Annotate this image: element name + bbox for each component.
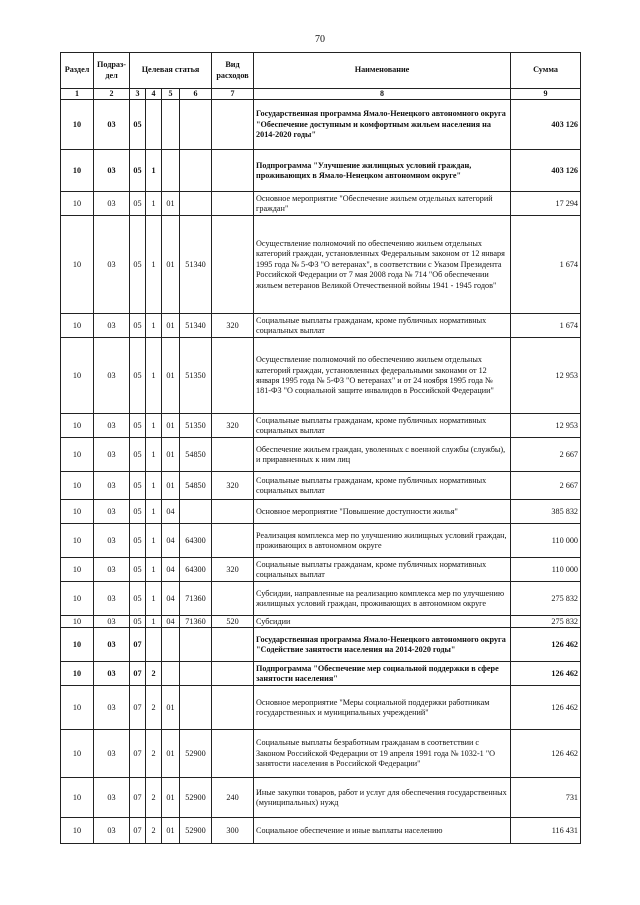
cell-sum: 126 462 (511, 628, 581, 662)
col-num: 8 (254, 89, 511, 100)
col-num: 5 (162, 89, 180, 100)
cell-program: 05 (130, 150, 146, 192)
cell-subsection: 03 (94, 628, 130, 662)
cell-section: 10 (61, 616, 94, 628)
cell-event: 01 (162, 778, 180, 818)
cell-event: 01 (162, 414, 180, 438)
cell-event: 01 (162, 730, 180, 778)
cell-expense-type (212, 216, 254, 314)
cell-name: Основное мероприятие "Обеспечение жильем отдельных категорий граждан" (254, 192, 511, 216)
page-number: 70 (315, 34, 325, 45)
table-row (61, 818, 581, 844)
cell-direction: 71360 (180, 616, 212, 628)
cell-event (162, 150, 180, 192)
header-sum: Сумма (511, 53, 581, 89)
cell-expense-type (212, 730, 254, 778)
cell-subprogram: 1 (146, 216, 162, 314)
cell-program: 07 (130, 730, 146, 778)
cell-direction: 54850 (180, 438, 212, 472)
table-row (61, 686, 581, 730)
cell-program: 05 (130, 192, 146, 216)
cell-name: Подпрограмма "Обеспечение мер социальной поддержки в сфере занятости населения" (254, 662, 511, 686)
cell-program: 05 (130, 338, 146, 414)
table-row (61, 730, 581, 778)
cell-sum: 12 953 (511, 414, 581, 438)
col-num: 4 (146, 89, 162, 100)
cell-expense-type: 320 (212, 414, 254, 438)
cell-name: Социальные выплаты гражданам, кроме публичных нормативных социальных выплат (254, 414, 511, 438)
cell-name: Социальные выплаты гражданам, кроме публичных нормативных социальных выплат (254, 314, 511, 338)
cell-subsection: 03 (94, 582, 130, 616)
table-row (61, 662, 581, 686)
cell-sum: 731 (511, 778, 581, 818)
cell-expense-type: 300 (212, 818, 254, 844)
header-row (61, 53, 581, 89)
cell-program: 05 (130, 500, 146, 524)
cell-section: 10 (61, 730, 94, 778)
cell-section: 10 (61, 438, 94, 472)
cell-program: 05 (130, 314, 146, 338)
cell-program: 05 (130, 472, 146, 500)
cell-name: Социальные выплаты гражданам, кроме публичных нормативных социальных выплат (254, 558, 511, 582)
cell-event (162, 100, 180, 150)
cell-subsection: 03 (94, 662, 130, 686)
col-num: 1 (61, 89, 94, 100)
cell-event: 04 (162, 524, 180, 558)
header-expense-type: Вид расходов (212, 53, 254, 89)
table-row (61, 192, 581, 216)
cell-subprogram: 2 (146, 662, 162, 686)
table-row (61, 150, 581, 192)
cell-subprogram: 1 (146, 150, 162, 192)
cell-sum: 2 667 (511, 472, 581, 500)
cell-subsection: 03 (94, 414, 130, 438)
budget-table (60, 52, 581, 844)
cell-subprogram: 2 (146, 730, 162, 778)
cell-expense-type: 320 (212, 558, 254, 582)
cell-section: 10 (61, 524, 94, 558)
cell-direction: 52900 (180, 818, 212, 844)
cell-expense-type: 320 (212, 472, 254, 500)
cell-section: 10 (61, 818, 94, 844)
cell-program: 05 (130, 582, 146, 616)
cell-section: 10 (61, 150, 94, 192)
cell-event: 01 (162, 314, 180, 338)
cell-subprogram: 1 (146, 338, 162, 414)
cell-section: 10 (61, 558, 94, 582)
cell-section: 10 (61, 192, 94, 216)
table-row (61, 558, 581, 582)
cell-name: Основное мероприятие "Меры социальной поддержки работникам государственных и муниципальных учреждений" (254, 686, 511, 730)
col-num: 2 (94, 89, 130, 100)
table-row (61, 414, 581, 438)
cell-program: 07 (130, 778, 146, 818)
cell-event: 01 (162, 338, 180, 414)
cell-event: 04 (162, 558, 180, 582)
cell-program: 05 (130, 100, 146, 150)
cell-sum: 126 462 (511, 686, 581, 730)
cell-subprogram: 1 (146, 314, 162, 338)
cell-event: 01 (162, 472, 180, 500)
cell-expense-type: 520 (212, 616, 254, 628)
col-num: 6 (180, 89, 212, 100)
cell-expense-type (212, 100, 254, 150)
cell-direction (180, 100, 212, 150)
cell-sum: 1 674 (511, 216, 581, 314)
cell-section: 10 (61, 314, 94, 338)
cell-expense-type (212, 338, 254, 414)
cell-name: Осуществление полномочий по обеспечению жильем отдельных категорий граждан, установленных Федеральным законом от 12 января 1995 года № 5-ФЗ "О ветеранах", в соответствии с Указом Президента Российской Федерации от 7 мая 2008 года № 714 "Об обеспечении жильем ветеранов Великой Отечественной войны 1941 - 1945 годов" (254, 216, 511, 314)
cell-name: Социальное обеспечение и иные выплаты населению (254, 818, 511, 844)
cell-name: Государственная программа Ямало-Ненецкого автономного округа "Обеспечение доступным и комфортным жильем населения на 2014-2020 годы" (254, 100, 511, 150)
cell-name: Социальные выплаты безработным гражданам в соответствии с Законом Российской Федерации от 19 апреля 1991 года № 1032-1 "О занятости населения в Российской Федерации" (254, 730, 511, 778)
cell-direction: 64300 (180, 524, 212, 558)
table-row (61, 100, 581, 150)
cell-expense-type (212, 150, 254, 192)
cell-subprogram: 1 (146, 192, 162, 216)
cell-section: 10 (61, 216, 94, 314)
cell-sum: 116 431 (511, 818, 581, 844)
cell-subsection: 03 (94, 100, 130, 150)
col-num: 9 (511, 89, 581, 100)
cell-direction: 51340 (180, 216, 212, 314)
cell-name: Реализация комплекса мер по улучшению жилищных условий граждан, проживающих в автономном округе (254, 524, 511, 558)
table-row (61, 524, 581, 558)
cell-subsection: 03 (94, 150, 130, 192)
cell-subsection: 03 (94, 524, 130, 558)
cell-event: 01 (162, 686, 180, 730)
cell-section: 10 (61, 778, 94, 818)
cell-event: 01 (162, 818, 180, 844)
cell-expense-type: 320 (212, 314, 254, 338)
cell-event: 04 (162, 582, 180, 616)
cell-subprogram (146, 628, 162, 662)
cell-direction (180, 686, 212, 730)
cell-sum: 275 832 (511, 582, 581, 616)
cell-expense-type: 240 (212, 778, 254, 818)
cell-event (162, 628, 180, 662)
cell-subsection: 03 (94, 686, 130, 730)
cell-sum: 110 000 (511, 558, 581, 582)
cell-subsection: 03 (94, 338, 130, 414)
header-target: Целевая статья (130, 53, 212, 89)
cell-subprogram (146, 100, 162, 150)
cell-direction (180, 192, 212, 216)
cell-event: 01 (162, 192, 180, 216)
cell-section: 10 (61, 100, 94, 150)
cell-subprogram: 2 (146, 778, 162, 818)
cell-subprogram: 1 (146, 558, 162, 582)
cell-name: Субсидии (254, 616, 511, 628)
cell-section: 10 (61, 662, 94, 686)
cell-sum: 275 832 (511, 616, 581, 628)
cell-program: 05 (130, 438, 146, 472)
cell-name: Государственная программа Ямало-Ненецкого автономного округа "Содействие занятости населения на 2014-2020 годы" (254, 628, 511, 662)
table-row (61, 438, 581, 472)
cell-subsection: 03 (94, 616, 130, 628)
cell-program: 07 (130, 686, 146, 730)
table-row (61, 314, 581, 338)
cell-section: 10 (61, 472, 94, 500)
cell-section: 10 (61, 414, 94, 438)
cell-subsection: 03 (94, 314, 130, 338)
cell-name: Осуществление полномочий по обеспечению жильем отдельных категорий граждан, установленных федеральными законами от 12 января 1995 года № 5-ФЗ "О ветеранах" и от 24 ноября 1995 года № 181-ФЗ "О социальной защите инвалидов в Российской Федерации" (254, 338, 511, 414)
cell-direction: 71360 (180, 582, 212, 616)
cell-subsection: 03 (94, 216, 130, 314)
cell-name: Основное мероприятие "Повышение доступности жилья" (254, 500, 511, 524)
cell-name: Подпрограмма "Улучшение жилищных условий граждан, проживающих в Ямало-Ненецком автономном округе" (254, 150, 511, 192)
cell-expense-type (212, 524, 254, 558)
cell-name: Иные закупки товаров, работ и услуг для обеспечения государственных (муниципальных) нужд (254, 778, 511, 818)
cell-sum: 403 126 (511, 100, 581, 150)
cell-subsection: 03 (94, 438, 130, 472)
cell-subsection: 03 (94, 730, 130, 778)
cell-name: Субсидии, направленные на реализацию комплекса мер по улучшению жилищных условий граждан, проживающих в автономном округе (254, 582, 511, 616)
cell-sum: 2 667 (511, 438, 581, 472)
cell-subprogram: 1 (146, 438, 162, 472)
cell-sum: 1 674 (511, 314, 581, 338)
cell-expense-type (212, 628, 254, 662)
cell-sum: 403 126 (511, 150, 581, 192)
cell-expense-type (212, 438, 254, 472)
cell-expense-type (212, 500, 254, 524)
cell-direction: 51350 (180, 414, 212, 438)
column-number-row (61, 89, 581, 100)
table-body (61, 100, 581, 844)
cell-section: 10 (61, 582, 94, 616)
cell-subprogram: 1 (146, 500, 162, 524)
table-row (61, 338, 581, 414)
cell-sum: 126 462 (511, 662, 581, 686)
cell-sum: 12 953 (511, 338, 581, 414)
cell-program: 05 (130, 616, 146, 628)
cell-expense-type (212, 582, 254, 616)
cell-section: 10 (61, 686, 94, 730)
cell-name: Социальные выплаты гражданам, кроме публичных нормативных социальных выплат (254, 472, 511, 500)
table-row (61, 616, 581, 628)
cell-direction: 51350 (180, 338, 212, 414)
header-section: Раздел (61, 53, 94, 89)
cell-event: 01 (162, 216, 180, 314)
cell-sum: 385 832 (511, 500, 581, 524)
cell-direction: 52900 (180, 778, 212, 818)
cell-program: 07 (130, 628, 146, 662)
cell-subsection: 03 (94, 558, 130, 582)
cell-subprogram: 1 (146, 524, 162, 558)
cell-subprogram: 1 (146, 582, 162, 616)
cell-subprogram: 2 (146, 686, 162, 730)
cell-event: 04 (162, 616, 180, 628)
cell-direction (180, 500, 212, 524)
cell-expense-type (212, 686, 254, 730)
cell-direction (180, 150, 212, 192)
col-num: 7 (212, 89, 254, 100)
cell-program: 05 (130, 558, 146, 582)
cell-direction: 51340 (180, 314, 212, 338)
cell-subsection: 03 (94, 778, 130, 818)
cell-direction (180, 662, 212, 686)
cell-program: 07 (130, 662, 146, 686)
cell-subprogram: 1 (146, 472, 162, 500)
cell-subprogram: 1 (146, 616, 162, 628)
table-row (61, 628, 581, 662)
cell-direction: 54850 (180, 472, 212, 500)
cell-event (162, 662, 180, 686)
cell-expense-type (212, 662, 254, 686)
cell-sum: 126 462 (511, 730, 581, 778)
table-row (61, 500, 581, 524)
cell-subprogram: 2 (146, 818, 162, 844)
cell-name: Обеспечение жильем граждан, уволенных с военной службы (службы), и приравненных к ним лиц (254, 438, 511, 472)
cell-direction (180, 628, 212, 662)
header-subsection: Подраз- дел (94, 53, 130, 89)
col-num: 3 (130, 89, 146, 100)
cell-subprogram: 1 (146, 414, 162, 438)
header-name: Наименование (254, 53, 511, 89)
cell-subsection: 03 (94, 192, 130, 216)
cell-sum: 110 000 (511, 524, 581, 558)
cell-direction: 52900 (180, 730, 212, 778)
table-row (61, 472, 581, 500)
table-row (61, 778, 581, 818)
cell-subsection: 03 (94, 472, 130, 500)
cell-program: 05 (130, 414, 146, 438)
cell-event: 04 (162, 500, 180, 524)
cell-section: 10 (61, 500, 94, 524)
cell-direction: 64300 (180, 558, 212, 582)
cell-sum: 17 294 (511, 192, 581, 216)
table-row (61, 216, 581, 314)
cell-subsection: 03 (94, 500, 130, 524)
cell-program: 07 (130, 818, 146, 844)
cell-subsection: 03 (94, 818, 130, 844)
cell-event: 01 (162, 438, 180, 472)
cell-section: 10 (61, 338, 94, 414)
cell-expense-type (212, 192, 254, 216)
cell-section: 10 (61, 628, 94, 662)
cell-program: 05 (130, 524, 146, 558)
cell-program: 05 (130, 216, 146, 314)
table-row (61, 582, 581, 616)
